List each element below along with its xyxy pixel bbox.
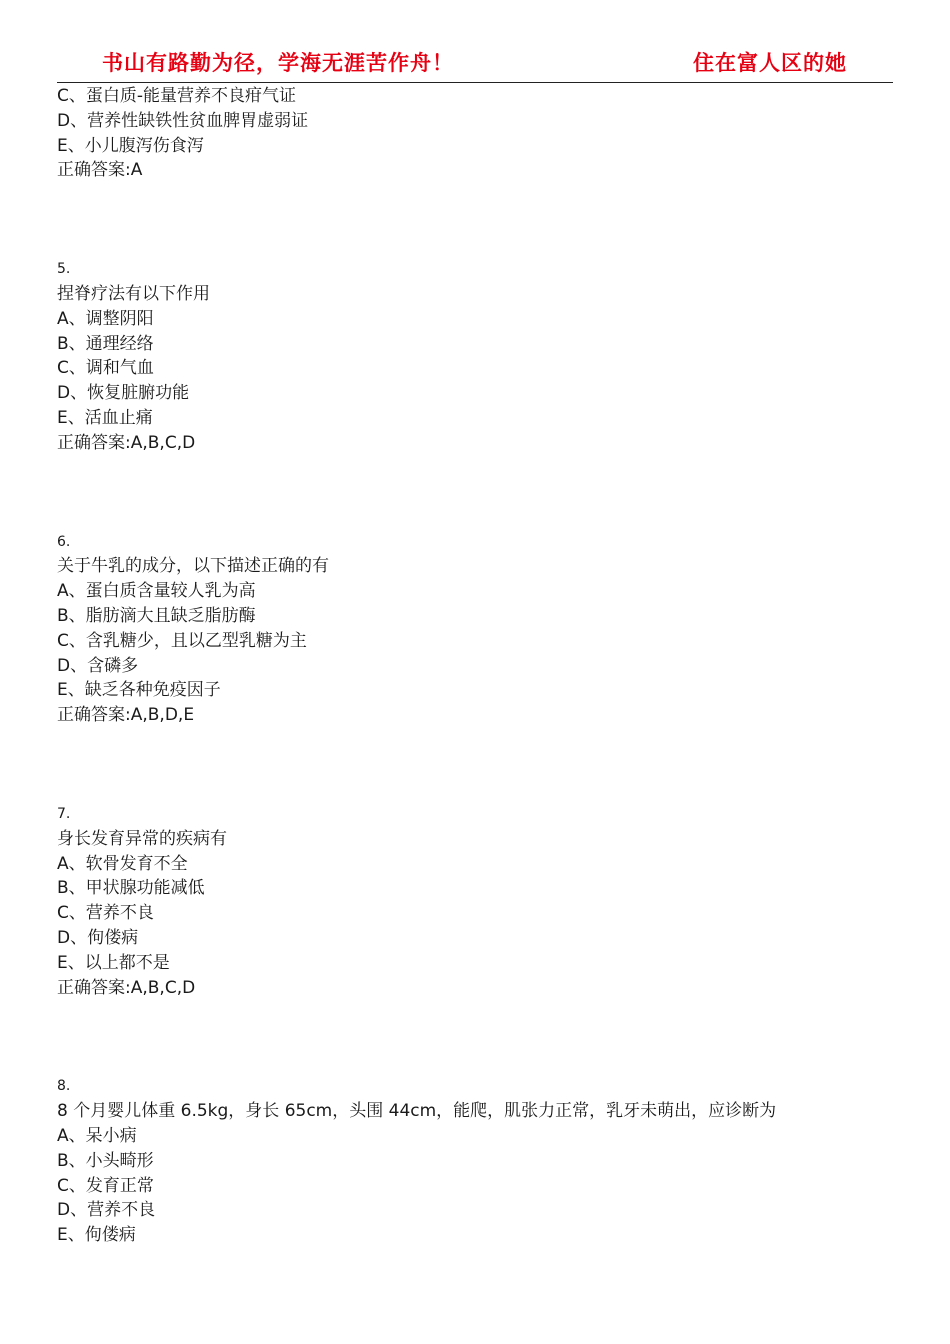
option-b: B、甲状腺功能减低: [57, 878, 205, 899]
question-8: [57, 1074, 893, 1248]
option-e: E、佝偻病: [57, 1225, 136, 1246]
option-a: A、蛋白质含量较人乳为高: [57, 581, 256, 602]
option-a: A、呆小病: [57, 1125, 137, 1146]
header-motto: 书山有路勤为径，学海无涯苦作舟！: [102, 50, 454, 75]
document-body: [57, 84, 893, 1248]
question-stem: 身长发育异常的疾病有: [57, 828, 227, 849]
option-d: D、含磷多: [57, 655, 139, 676]
question-5: [57, 257, 893, 455]
question-stem: 8 个月婴儿体重 6.5kg，身长 65cm，头围 44cm，能爬，肌张力正常，乳牙未萌出，应诊断为: [57, 1101, 777, 1122]
question-7: [57, 802, 893, 1000]
option-e: E、活血止痛: [57, 407, 153, 428]
option-a: A、软骨发育不全: [57, 853, 188, 874]
question-number: 8.: [57, 1078, 71, 1095]
option-a: A、调整阴阳: [57, 308, 154, 329]
correct-answer: 正确答案:A,B,C,D: [57, 977, 196, 998]
option-c: C、发育正常: [57, 1175, 154, 1196]
option-e: E、缺乏各种免疫因子: [57, 680, 221, 701]
option-d: D、恢复脏腑功能: [57, 383, 190, 404]
option-c: C、蛋白质-能量营养不良疳气证: [57, 86, 297, 106]
option-b: B、脂肪滴大且缺乏脂肪酶: [57, 605, 256, 626]
question-stem: 关于牛乳的成分，以下描述正确的有: [57, 556, 329, 577]
spacer: [57, 728, 893, 802]
option-c: C、含乳糖少，且以乙型乳糖为主: [57, 630, 307, 651]
correct-answer: 正确答案:A,B,C,D: [57, 432, 196, 453]
header-author: 住在富人区的她: [693, 50, 847, 75]
correct-answer: 正确答案:A: [57, 160, 143, 181]
header-divider: [57, 82, 893, 83]
spacer: [57, 456, 893, 530]
question-number: 5.: [57, 261, 71, 278]
option-d: D、营养性缺铁性贫血脾胃虚弱证: [57, 110, 309, 131]
question-4-continued: [57, 84, 893, 183]
question-6: [57, 530, 893, 728]
option-c: C、调和气血: [57, 358, 154, 379]
question-number: 7.: [57, 805, 71, 822]
spacer: [57, 183, 893, 257]
option-d: D、佝偻病: [57, 927, 139, 948]
option-d: D、营养不良: [57, 1200, 156, 1221]
spacer: [57, 1000, 893, 1074]
option-b: B、小头畸形: [57, 1150, 154, 1171]
option-e: E、以上都不是: [57, 952, 170, 973]
question-number: 6.: [57, 533, 71, 550]
option-c: C、营养不良: [57, 903, 154, 924]
question-stem: 捏脊疗法有以下作用: [57, 283, 210, 304]
option-e: E、小儿腹泻伤食泻: [57, 135, 204, 156]
page-header: [0, 0, 950, 84]
option-b: B、通理经络: [57, 333, 154, 354]
correct-answer: 正确答案:A,B,D,E: [57, 705, 195, 726]
